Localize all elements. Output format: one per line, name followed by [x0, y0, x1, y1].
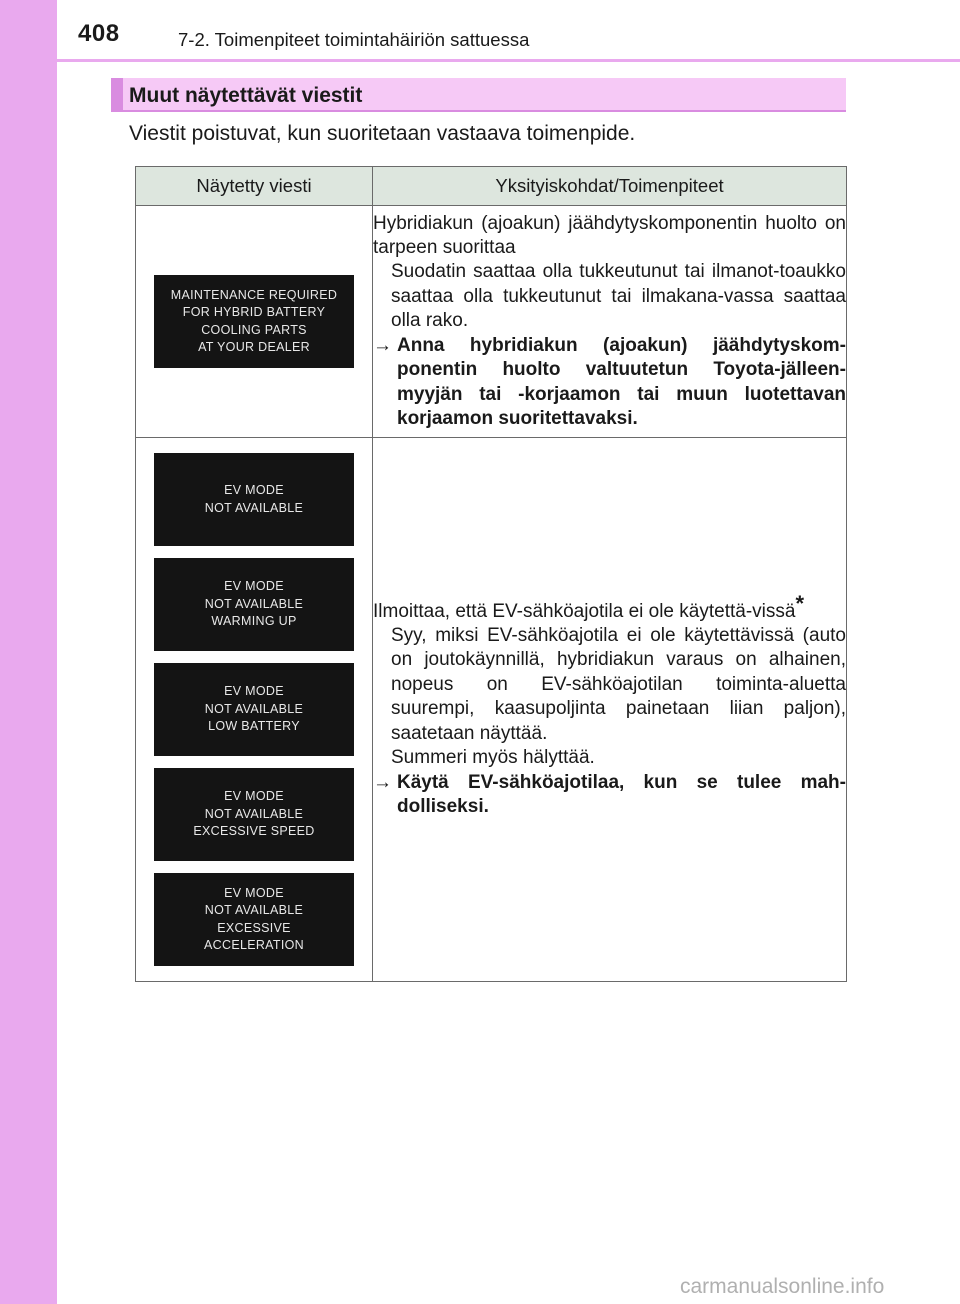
description-cell	[373, 206, 847, 438]
side-color-band	[0, 0, 57, 1304]
display-line: ACCELERATION	[204, 938, 304, 952]
message-display	[154, 873, 354, 966]
display-line: LOW BATTERY	[208, 719, 300, 734]
display-line: WARMING UP	[211, 614, 297, 629]
message-display	[154, 275, 354, 368]
section-title: Muut näytettävät viestit	[129, 84, 363, 107]
description-lead: Hybridiakun (ajoakun) jäähdytyskomponentin huolto on tarpeen suorittaa	[373, 212, 846, 259]
message-display	[154, 558, 354, 651]
action-instruction	[373, 334, 846, 432]
message-display	[154, 768, 354, 861]
description-detail: Syy, miksi EV-sähköajotila ei ole käytettävissä (auto on joutokäynnillä, hybridiakun varaus on alhainen, nopeus on EV-sähköajotilan toiminta-aluetta suurempi, kaasupoljinta painetaan liian paljon), saatetaan näyttää.	[391, 625, 846, 744]
table-row	[136, 206, 847, 438]
watermark: carmanualsonline.info	[680, 1275, 885, 1298]
display-line: EV MODE	[224, 684, 284, 699]
display-line: NOT AVAILABLE	[204, 903, 304, 917]
display-line: AT YOUR DEALER	[198, 340, 310, 354]
header-details-actions: Yksityiskohdat/Toimenpiteet	[373, 167, 847, 206]
display-line: EXCESSIVE	[217, 920, 291, 935]
display-line: FOR HYBRID BATTERY	[182, 305, 326, 319]
page-number: 408	[78, 20, 120, 47]
table-row	[136, 438, 847, 982]
display-line: NOT AVAILABLE	[204, 701, 304, 716]
message-display	[154, 453, 354, 546]
display-line: MAINTENANCE REQUIRED	[170, 287, 338, 302]
chapter-title: 7-2. Toimenpiteet toimintahäiriön sattuessa	[178, 29, 530, 50]
action-text: Anna hybridiakun (ajoakun) jäähdytyskom-ponentin huolto valtuutetun Toyota-jälleen-myyjän tai -korjaamon tai muun luotettavan korjaamon suoritettavaksi.	[397, 334, 846, 429]
display-line: EV MODE	[224, 483, 284, 497]
description-detail: Suodatin saattaa olla tukkeutunut tai ilmanot-toaukko saattaa olla tukkeutunut tai ilmakana-vassa saattaa olla rako.	[391, 261, 846, 332]
section-heading	[111, 78, 846, 112]
description-lead-text: Ilmoittaa, että EV-sähköajotila ei ole käytettä-vissä	[373, 600, 796, 622]
footnote-mark: *	[795, 590, 804, 616]
display-cell	[136, 206, 373, 438]
display-line: NOT AVAILABLE	[204, 500, 304, 515]
display-cell	[136, 438, 373, 982]
arrow-icon: →	[373, 334, 392, 356]
display-line: EV MODE	[224, 885, 284, 900]
arrow-icon: →	[373, 771, 392, 793]
display-line: EV MODE	[224, 789, 284, 804]
description-cell	[373, 438, 847, 982]
message-table	[135, 166, 847, 982]
header-displayed-message: Näytetty viesti	[136, 167, 373, 206]
display-line: COOLING PARTS	[201, 322, 307, 337]
intro-text: Viestit poistuvat, kun suoritetaan vastaava toimenpide.	[129, 122, 636, 145]
description-detail: Summeri myös hälyttää.	[391, 747, 595, 769]
description-lead	[373, 590, 846, 624]
message-display	[154, 663, 354, 756]
display-line: EV MODE	[224, 579, 284, 594]
header-rule	[57, 59, 960, 62]
action-instruction	[373, 771, 846, 820]
display-line: NOT AVAILABLE	[204, 806, 304, 821]
display-stack	[136, 453, 372, 966]
display-line: NOT AVAILABLE	[204, 596, 304, 611]
table-header-row	[136, 167, 847, 206]
action-text: Käytä EV-sähköajotilaa, kun se tulee mah-dolliseksi.	[397, 771, 846, 817]
display-line: EXCESSIVE SPEED	[193, 824, 315, 839]
